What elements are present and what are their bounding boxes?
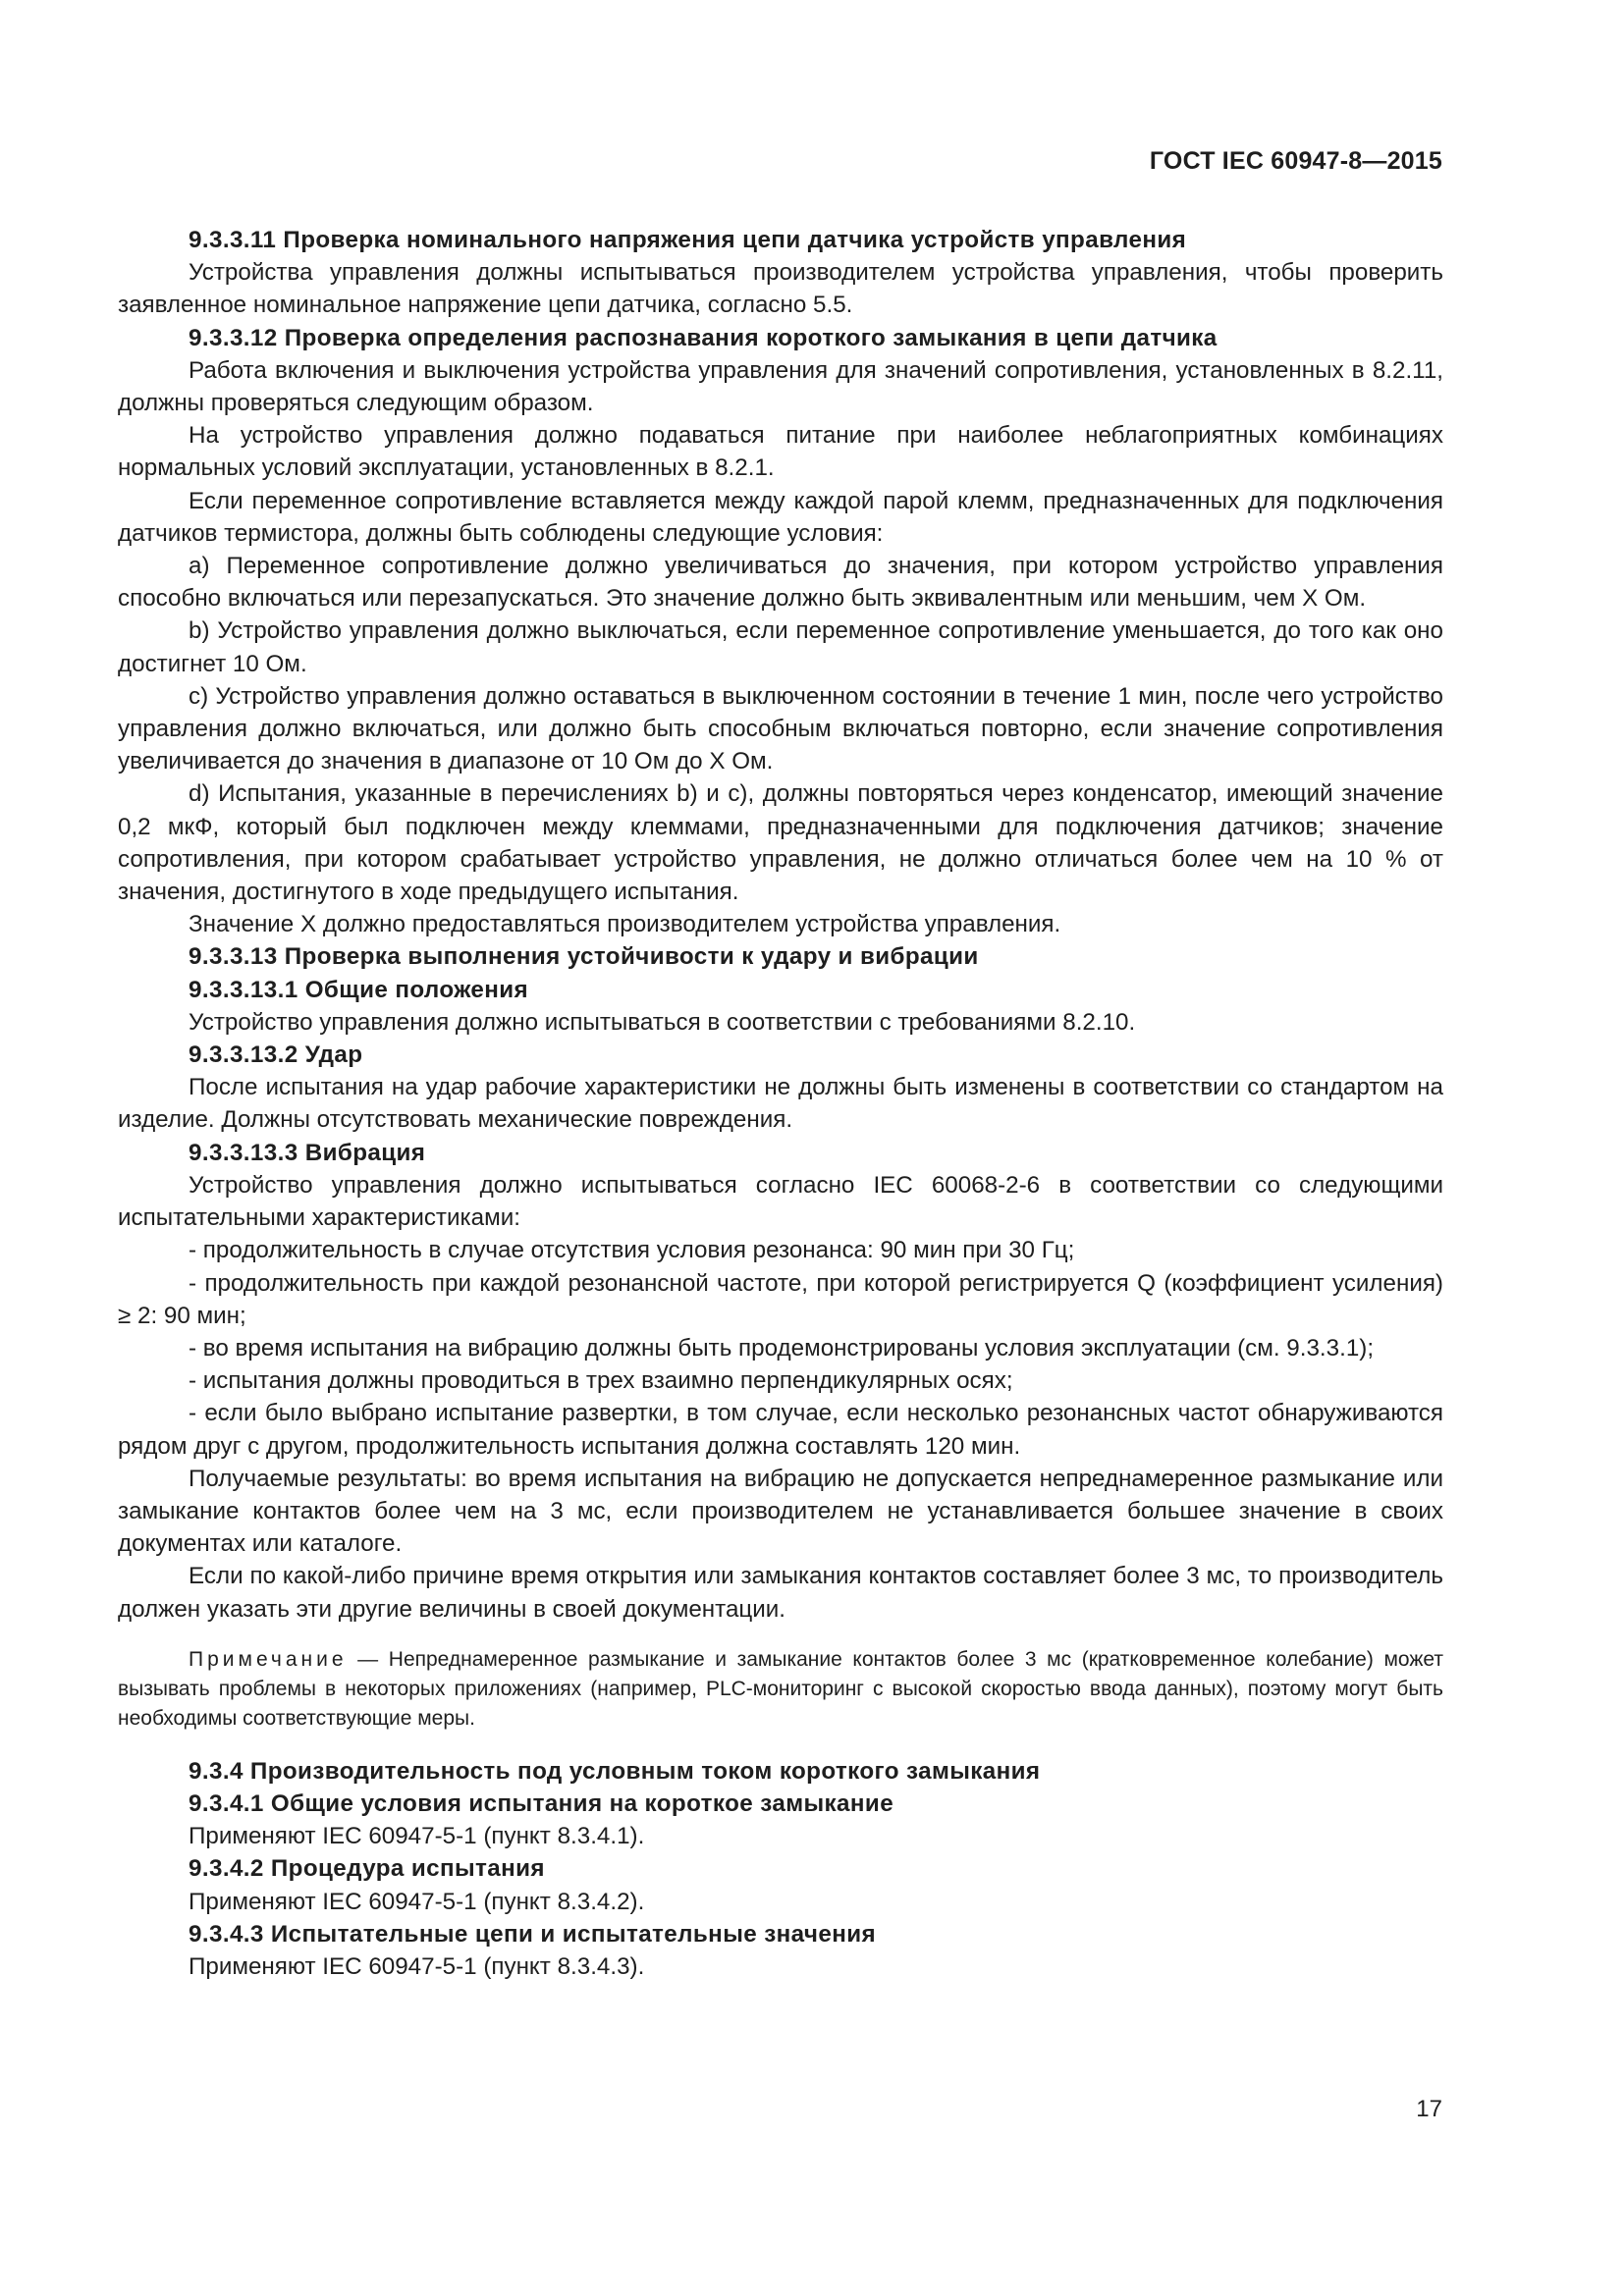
section-heading: 9.3.3.11 Проверка номинального напряжения цепи датчика устройств управления [189, 227, 1187, 253]
document-code-header: ГОСТ IEC 60947-8—2015 [1149, 147, 1442, 175]
section-heading: 9.3.3.13.1 Общие положения [189, 976, 529, 1003]
body-paragraph: Работа включения и выключения устройства управления для значений сопротивления, установленных в 8.2.11, должны проверяться следующим образом. [118, 356, 1443, 417]
section-heading: 9.3.3.13.2 Удар [189, 1041, 363, 1069]
body-paragraph: Устройства управления должны испытываться производителем устройства управления, чтобы проверить заявленное номинальное напряжение цепи датчика, согласно 5.5. [118, 259, 1443, 319]
section-9-3-4 [118, 1755, 1443, 1983]
body-paragraph: - во время испытания на вибрацию должны быть продемонстрированы условия эксплуатации (см. 9.3.3.1); [189, 1334, 1375, 1362]
note-paragraph [118, 1645, 1443, 1734]
document-body [118, 224, 1443, 1983]
section-heading: 9.3.4.2 Процедура испытания [189, 1855, 545, 1883]
body-paragraph: Если по какой-либо причине время открытия или замыкания контактов составляет более 3 мс, то производитель должен указать эти другие величины в своей документации. [118, 1563, 1443, 1623]
body-paragraph: - продолжительность в случае отсутствия условия резонанса: 90 мин при 30 Гц; [189, 1237, 1075, 1264]
body-paragraph: - испытания должны проводиться в трех взаимно перпендикулярных осях; [189, 1367, 1013, 1395]
section-heading: 9.3.3.13.3 Вибрация [189, 1139, 426, 1166]
body-paragraph: Устройство управления должно испытываться в соответствии с требованиями 8.2.10. [189, 1008, 1136, 1036]
page-number: 17 [1416, 2096, 1442, 2122]
body-paragraph: Получаемые результаты: во время испытания на вибрацию не допускается непреднамеренное размыкание или замыкание контактов более чем на 3 мс, если производителем не устанавливается большее значение в своих документах или каталоге. [118, 1465, 1443, 1558]
section-heading: 9.3.4 Производительность под условным током короткого замыкания [189, 1757, 1041, 1785]
body-paragraph: a) Переменное сопротивление должно увеличиваться до значения, при котором устройство управления способно включаться или перезапускаться. Это значение должно быть эквивалентным или меньшим, чем X Ом. [118, 553, 1443, 613]
body-paragraph: b) Устройство управления должно выключаться, если переменное сопротивление уменьшается, до того как оно достигнет 10 Ом. [118, 617, 1443, 677]
body-paragraph: Применяют IEC 60947-5-1 (пункт 8.3.4.1). [189, 1823, 645, 1850]
body-paragraph: - если было выбрано испытание развертки, в том случае, если несколько резонансных частот обнаруживаются рядом друг с другом, продолжительность испытания должна составлять 120 мин. [118, 1400, 1443, 1460]
body-paragraph: Значение X должно предоставляться производителем устройства управления. [189, 911, 1061, 938]
section-heading: 9.3.3.13 Проверка выполнения устойчивости к удару и вибрации [189, 943, 979, 971]
body-paragraph: Применяют IEC 60947-5-1 (пункт 8.3.4.2). [189, 1888, 645, 1915]
body-paragraph: d) Испытания, указанные в перечислениях b) и c), должны повторяться через конденсатор, имеющий значение 0,2 мкФ, который был подключен между клеммами, предназначенными для подключения датчиков; значение сопротивления, при котором срабатывает устройство управления, не должно отличаться более чем на 10 % от значения, достигнутого в ходе предыдущего испытания. [118, 780, 1443, 906]
note-label: Примечание [189, 1647, 348, 1671]
body-paragraph: c) Устройство управления должно оставаться в выключенном состоянии в течение 1 мин, после чего устройство управления должно включаться, или должно быть способным включаться повторно, если значение сопротивления увеличивается до значения в диапазоне от 10 Ом до X Ом. [118, 682, 1443, 775]
section-heading: 9.3.4.3 Испытательные цепи и испытательные значения [189, 1920, 876, 1948]
note-text: — Непреднамеренное размыкание и замыкание контактов более 3 мс (кратковременное колебание) может вызывать проблемы в некоторых приложениях (например, PLC-мониторинг с высокой скоростью ввода данных), поэтому могут быть необходимы соответствующие меры. [118, 1647, 1443, 1730]
section-9-3-3 [118, 224, 1443, 1626]
body-paragraph: - продолжительность при каждой резонансной частоте, при которой регистрируется Q (коэффициент усиления) ≥ 2: 90 мин; [118, 1269, 1443, 1329]
body-paragraph: После испытания на удар рабочие характеристики не должны быть изменены в соответствии со стандартом на изделие. Должны отсутствовать механические повреждения. [118, 1074, 1443, 1134]
body-paragraph: Если переменное сопротивление вставляется между каждой парой клемм, предназначенных для подключения датчиков термистора, должны быть соблюдены следующие условия: [118, 487, 1443, 547]
body-paragraph: Устройство управления должно испытываться согласно IEC 60068-2-6 в соответствии со следующими испытательными характеристиками: [118, 1171, 1443, 1232]
section-heading: 9.3.3.12 Проверка определения распознавания короткого замыкания в цепи датчика [189, 324, 1218, 351]
body-paragraph: Применяют IEC 60947-5-1 (пункт 8.3.4.3). [189, 1952, 645, 1980]
section-heading: 9.3.4.1 Общие условия испытания на короткое замыкание [189, 1789, 894, 1817]
body-paragraph: На устройство управления должно подаваться питание при наиболее неблагоприятных комбинациях нормальных условий эксплуатации, установленных в 8.2.1. [118, 422, 1443, 482]
